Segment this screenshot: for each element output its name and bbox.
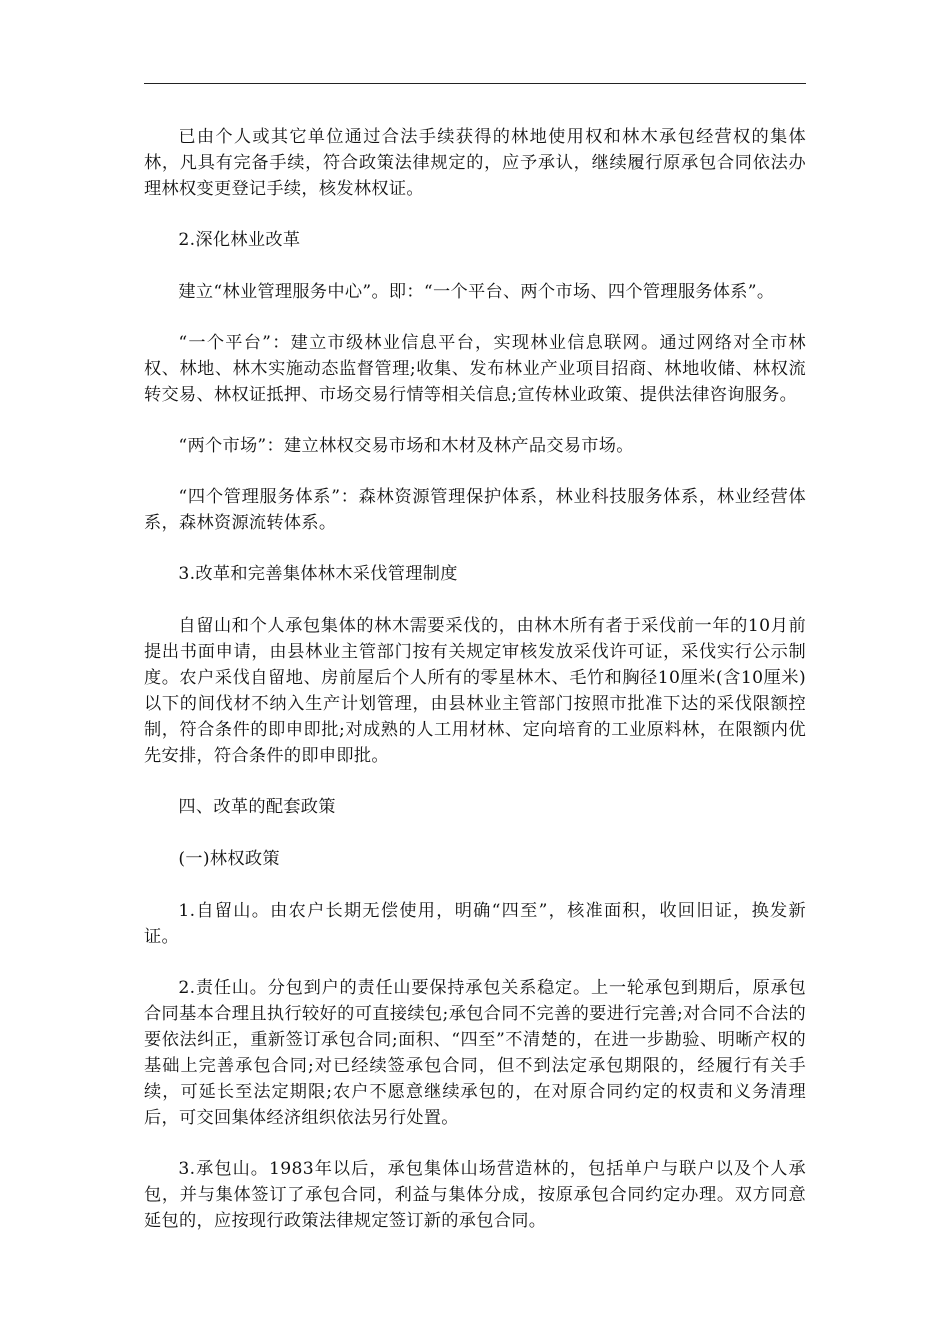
paragraph-contracted-mountain: 3.承包山。1983年以后，承包集体山场营造林的，包括单户与联户以及个人承包，并与集体签订了承包合同，利益与集体分成，按原承包合同约定办理。双方同意延包的，应按现行政策法律规定签订新的承包合同。 <box>144 1159 806 1231</box>
paragraph-logging-rules: 自留山和个人承包集体的林木需要采伐的，由林木所有者于采伐前一年的10月前提出书面申请，由县林业主管部门按有关规定审核发放采伐许可证，采伐实行公示制度。农户采伐自留地、房前屋后个人所有的零星林木、毛竹和胸径10厘米(含10厘米)以下的间伐材不纳入生产计划管理，由县林业主管部门按照市批准下达的采伐限额控制，符合条件的即申即批;对成熟的人工用材林、定向培育的工业原料林，在限额内优先安排，符合条件的即申即批。 <box>144 616 806 766</box>
paragraph-responsibility-mountain: 2.责任山。分包到户的责任山要保持承包关系稳定。上一轮承包到期后，原承包合同基本合理且执行较好的可直接续包;承包合同不完善的要进行完善;对合同不合法的要依法纠正，重新签订承包合同;面积、“四至”不清楚的，在进一步勘验、明晰产权的基础上完善承包合同;对已经续签承包合同，但不到法定承包期限的，经履行有关手续，可延长至法定期限;农户不愿意继续承包的，在对原合同约定的权责和义务清理后，可交回集体经济组织依法另行处置。 <box>144 978 806 1128</box>
paragraph-one-platform: “一个平台”：建立市级林业信息平台，实现林业信息联网。通过网络对全市林权、林地、林木实施动态监督管理;收集、发布林业产业项目招商、林地收储、林权流转交易、林权证抵押、市场交易行情等相关信息;宣传林业政策、提供法律咨询服务。 <box>144 333 806 405</box>
document-body <box>144 124 806 1259</box>
paragraph-service-center: 建立“林业管理服务中心”。即：“一个平台、两个市场、四个管理服务体系”。 <box>178 282 775 302</box>
heading-logging-management: 3.改革和完善集体林木采伐管理制度 <box>178 564 458 584</box>
heading-supporting-policies: 四、改革的配套政策 <box>178 797 336 817</box>
header-rule <box>144 83 806 84</box>
paragraph-collective-forest: 已由个人或其它单位通过合法手续获得的林地使用权和林木承包经营权的集体林，凡具有完备手续，符合政策法律规定的，应予承认，继续履行原承包合同依法办理林权变更登记手续，核发林权证。 <box>144 127 806 199</box>
heading-forest-rights-policy: (一)林权政策 <box>178 849 280 869</box>
paragraph-private-plot: 1.自留山。由农户长期无偿使用，明确“四至”，核准面积，收回旧证，换发新证。 <box>144 901 806 947</box>
paragraph-four-systems: “四个管理服务体系”：森林资源管理保护体系，林业科技服务体系，林业经营体系，森林资源流转体系。 <box>144 487 806 533</box>
heading-deepen-reform: 2.深化林业改革 <box>178 230 301 250</box>
paragraph-two-markets: “两个市场”：建立林权交易市场和木材及林产品交易市场。 <box>178 436 634 456</box>
